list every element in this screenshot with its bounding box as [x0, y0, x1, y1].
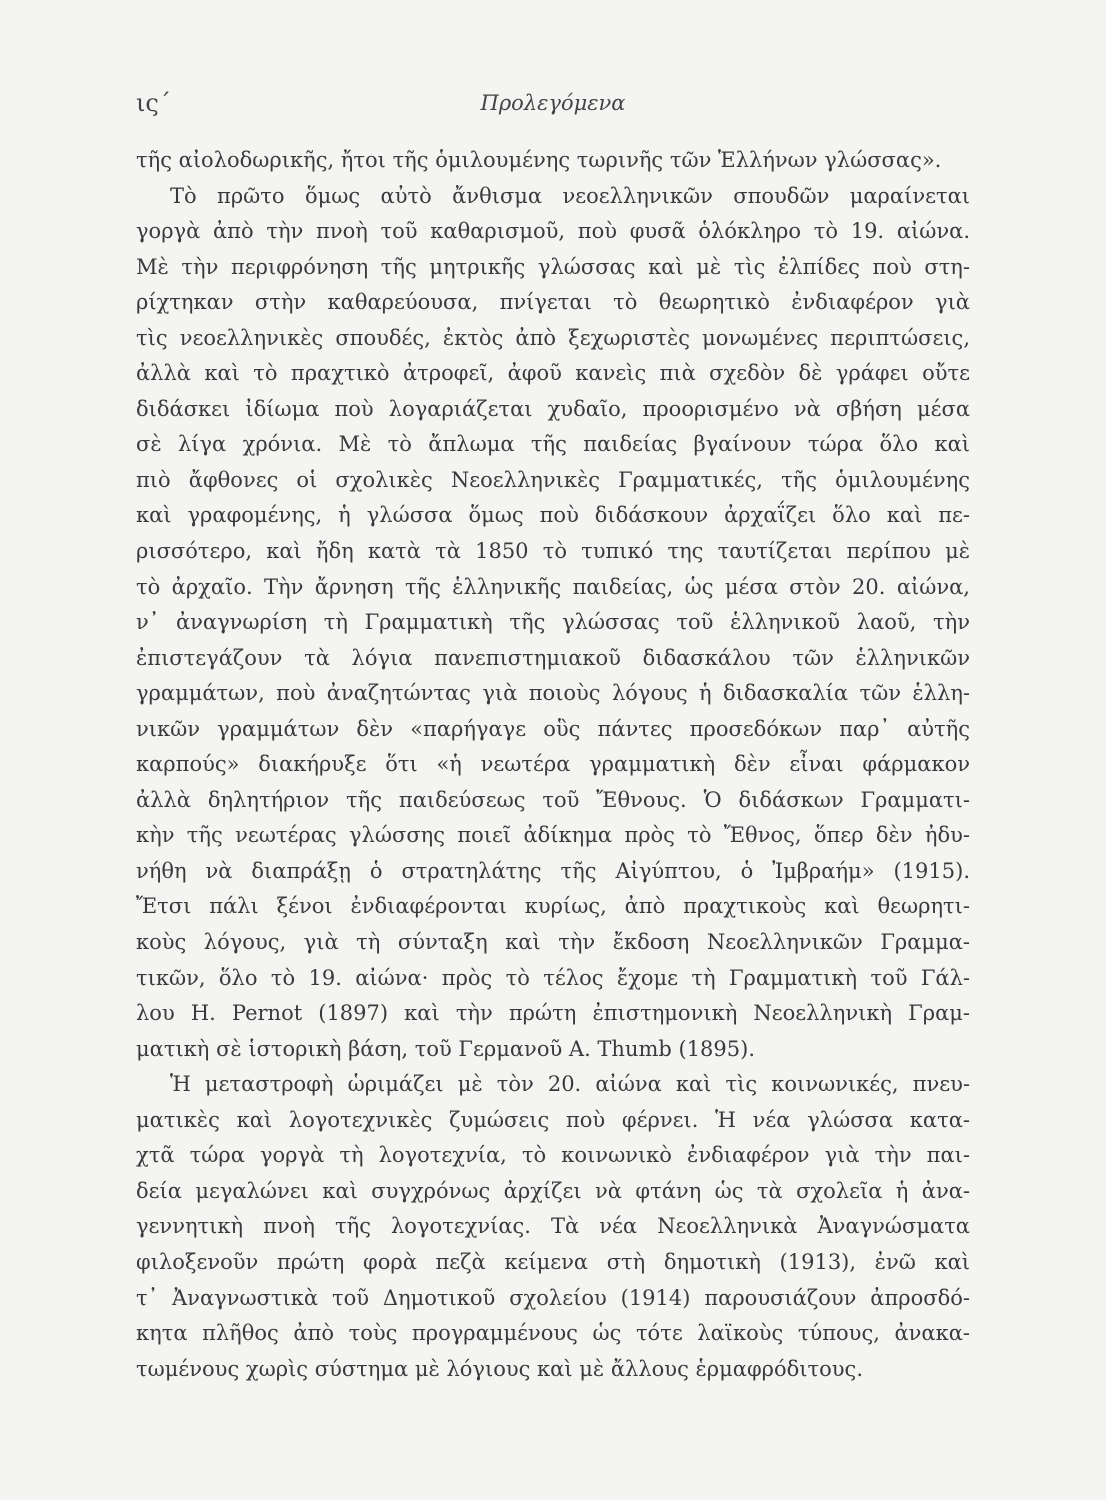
- text-line: ρισσότερο, καὶ ἤδη κατὰ τὰ 1850 τὸ τυπικό της ταυτίζεται περίπου μὲ: [136, 539, 970, 564]
- text-line: κητα πλῆθος ἀπὸ τοὺς προγραμμένους ὡς τότε λαϊκοὺς τύπους, ἀνακα-: [136, 1321, 970, 1346]
- page-number: ις΄: [136, 89, 171, 117]
- text-line: γοργὰ ἀπὸ τὴν πνοὴ τοῦ καθαρισμοῦ, ποὺ φυσᾶ ὁλόκληρο τὸ 19. αἰώνα.: [136, 219, 970, 244]
- text-line: τ᾿ Ἀναγνωστικὰ τοῦ Δημοτικοῦ σχολείου (1914) παρουσιάζουν ἀπροσδό-: [136, 1285, 970, 1310]
- page-header: [136, 88, 970, 118]
- text-line: κὴν τῆς νεωτέρας γλώσσης ποιεῖ ἀδίκημα πρὸς τὸ Ἔθνος, ὅπερ δὲν ἠδυ-: [136, 823, 970, 848]
- text-line: Ἔτσι πάλι ξένοι ἐνδιαφέρονται κυρίως, ἀπὸ πραχτικοὺς καὶ θεωρητι-: [136, 894, 970, 919]
- text-line: διδάσκει ἰδίωμα ποὺ λογαριάζεται χυδαῖο, προορισμένο νὰ σβήση μέσα: [136, 396, 970, 421]
- text-line: καρπούς» διακήρυξε ὅτι «ἡ νεωτέρα γραμματικὴ δὲν εἶναι φάρμακον: [136, 752, 970, 777]
- text-line: σὲ λίγα χρόνια. Μὲ τὸ ἄπλωμα τῆς παιδείας βγαίνουν τώρα ὅλο καὶ: [136, 432, 970, 457]
- text-line: Τὸ πρῶτο ὅμως αὐτὸ ἄνθισμα νεοελληνικῶν σπουδῶν μαραίνεται: [170, 183, 970, 208]
- text-line: ματικὲς καὶ λογοτεχνικὲς ζυμώσεις ποὺ φέρνει. Ἡ νέα γλώσσα κατα-: [136, 1107, 970, 1132]
- text-line: γεννητικὴ πνοὴ τῆς λογοτεχνίας. Τὰ νέα Νεοελληνικὰ Ἀναγνώσματα: [136, 1214, 970, 1239]
- body-text: [136, 143, 970, 1387]
- text-line: τικῶν, ὅλο τὸ 19. αἰώνα· πρὸς τὸ τέλος ἔχομε τὴ Γραμματικὴ τοῦ Γάλ-: [136, 965, 970, 990]
- text-line: τὸ ἀρχαῖο. Τὴν ἄρνηση τῆς ἑλληνικῆς παιδείας, ὡς μέσα στὸν 20. αἰώνα,: [136, 574, 970, 599]
- text-line: ἀλλὰ καὶ τὸ πραχτικὸ ἀτροφεῖ, ἀφοῦ κανεὶς πιὰ σχεδὸν δὲ γράφει οὔτε: [136, 361, 970, 386]
- text-line: Μὲ τὴν περιφρόνηση τῆς μητρικῆς γλώσσας καὶ μὲ τὶς ἐλπίδες ποὺ στη-: [136, 254, 970, 279]
- text-line: λου H. Pernot (1897) καὶ τὴν πρώτη ἐπιστημονικὴ Νεοελληνικὴ Γραμ-: [136, 1001, 970, 1026]
- paragraph: [136, 1067, 970, 1387]
- text-line: χτᾶ τώρα γοργὰ τὴ λογοτεχνία, τὸ κοινωνικὸ ἐνδιαφέρον γιὰ τὴν παι-: [136, 1143, 970, 1168]
- text-line: ματικὴ σὲ ἱστορικὴ βάση, τοῦ Γερμανοῦ A. Thumb (1895).: [136, 1036, 756, 1061]
- paragraph: [136, 143, 970, 179]
- text-line: τωμένους χωρὶς σύστημα μὲ λόγιους καὶ μὲ ἄλλους ἑρμαφρόδιτους.: [136, 1356, 863, 1381]
- text-line: κοὺς λόγους, γιὰ τὴ σύνταξη καὶ τὴν ἔκδοση Νεοελληνικῶν Γραμμα-: [136, 930, 970, 955]
- text-line: ἐπιστεγάζουν τὰ λόγια πανεπιστημιακοῦ διδασκάλου τῶν ἑλληνικῶν: [136, 645, 970, 670]
- text-line: πιὸ ἄφθονες οἱ σχολικὲς Νεοελληνικὲς Γραμματικές, τῆς ὁμιλουμένης: [136, 467, 970, 492]
- text-line: ἀλλὰ δηλητήριον τῆς παιδεύσεως τοῦ Ἔθνους. Ὁ διδάσκων Γραμματι-: [136, 787, 970, 812]
- text-line: τῆς αἰολοδωρικῆς, ἤτοι τῆς ὁμιλουμένης τωρινῆς τῶν Ἑλλήνων γλώσσας».: [136, 148, 942, 172]
- running-head: Προλεγόμενα: [480, 91, 626, 115]
- text-line: φιλοξενοῦν πρώτη φορὰ πεζὰ κείμενα στὴ δημοτικὴ (1913), ἐνῶ καὶ: [136, 1249, 970, 1274]
- text-line: ν᾿ ἀναγνωρίση τὴ Γραμματικὴ τῆς γλώσσας τοῦ ἑλληνικοῦ λαοῦ, τὴν: [136, 610, 970, 635]
- text-line: ρίχτηκαν στὴν καθαρεύουσα, πνίγεται τὸ θεωρητικὸ ἐνδιαφέρον γιὰ: [136, 290, 970, 315]
- paragraph: [136, 179, 970, 1068]
- text-line: τὶς νεοελληνικὲς σπουδές, ἐκτὸς ἀπὸ ξεχωριστὲς μονωμένες περιπτώσεις,: [136, 325, 970, 350]
- text-line: γραμμάτων, ποὺ ἀναζητώντας γιὰ ποιοὺς λόγους ἡ διδασκαλία τῶν ἑλλη-: [136, 681, 970, 706]
- text-line: νικῶν γραμμάτων δὲν «παρήγαγε οὓς πάντες προσεδόκων παρ᾿ αὐτῆς: [136, 716, 970, 741]
- text-line: Ἡ μεταστροφὴ ὡριμάζει μὲ τὸν 20. αἰώνα καὶ τὶς κοινωνικές, πνευ-: [170, 1072, 970, 1097]
- text-line: νήθη νὰ διαπράξῃ ὁ στρατηλάτης τῆς Αἰγύπτου, ὁ Ἰμβραήμ» (1915).: [136, 858, 970, 883]
- text-line: καὶ γραφομένης, ἡ γλώσσα ὅμως ποὺ διδάσκουν ἀρχαΐζει ὅλο καὶ πε-: [136, 503, 970, 528]
- text-line: δεία μεγαλώνει καὶ συγχρόνως ἀρχίζει νὰ φτάνη ὡς τὰ σχολεῖα ἡ ἀνα-: [136, 1178, 970, 1203]
